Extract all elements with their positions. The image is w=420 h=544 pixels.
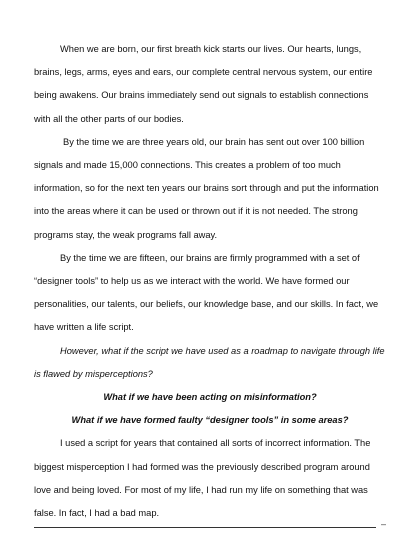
paragraph-script-question: However, what if the script we have used as a roadmap to navigate through life is flawed by misperceptions? (34, 345, 385, 379)
paragraph-birth: When we are born, our first breath kick starts our lives. Our hearts, lungs, brains, legs, arms, eyes and ears, our complete central nervous system, our entire being awakens. Our brains immediately send out signals to establish connections with all the other parts of our bodies. (34, 44, 373, 124)
question-designer-tools: What if we have formed faulty “designer tools” in some areas? (71, 415, 349, 426)
footer-mark: – (380, 519, 386, 529)
paragraph-bad-map: I used a script for years that contained all sorts of incorrect information. The biggest misperception I had formed was the previously described program around love and being loved. For most of my life, I had run my life on something that was false. In fact, I had a bad map. (34, 438, 371, 519)
paragraph-fifteen: By the time we are fifteen, our brains are firmly programmed with a set of “designer tools” to help us as we interact with the world. We have formed our personalities, our talents, our beliefs, our knowledge base, and our skills. In fact, we have written a life script. (34, 252, 379, 333)
paragraph-three-years: By the time we are three years old, our brain has sent out over 100 billion signals and made 15,000 connections. This creates a problem of too much information, so for the next ten years our brains sort through and put the information into the areas where it can be used or thrown out if it is not needed. The strong programs stay, the weak programs fall away. (34, 136, 379, 240)
footer-rule (34, 527, 376, 528)
question-misinformation: What if we have been acting on misinformation? (103, 392, 317, 403)
